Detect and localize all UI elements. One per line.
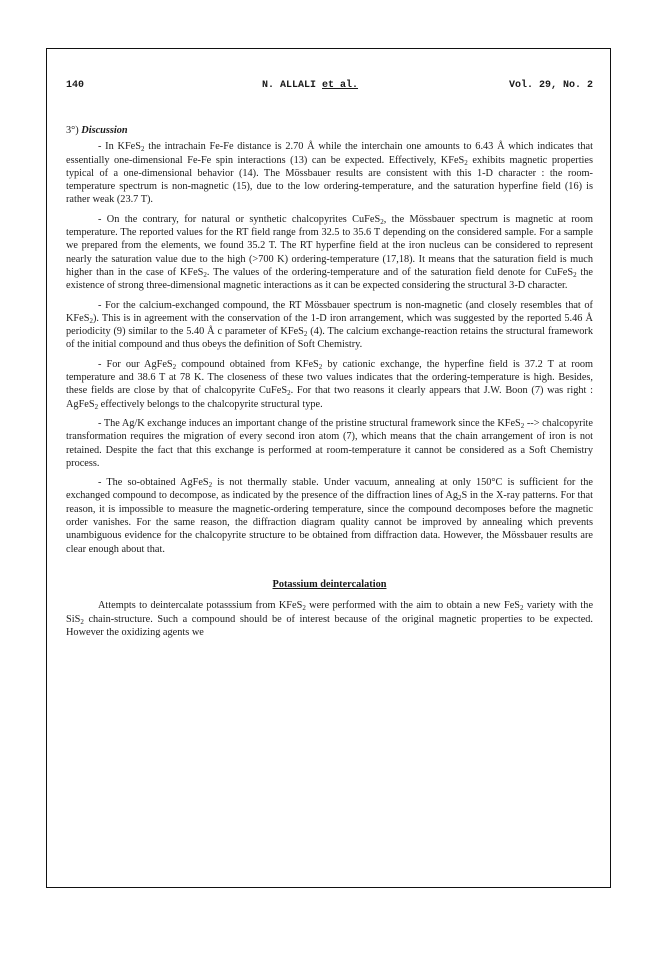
text-run: , the Mössbauer spectrum is magnetic at room temperature. The reported values for the RT field range from 32.5 to 35.6 T depending on the considered sample. For a sample we prepared from the elements, we found 35.2 T. The RT hyperfine field at the iron nucleus can be considered to represent nearly the saturation value due to the high (>700 K) ordering-temperature (17,18). It means that the saturation field is much higher than in the case of KFeS [66,213,593,278]
subscript: 2 [520,604,524,613]
running-authors [262,80,358,91]
text-run: Attempts to deintercalate potasssium from KFeS [98,600,303,612]
text-run: compound obtained from KFeS [176,358,319,370]
text-run: --> chalcopyrite transformation requires the migration of every second iron atom (7), which means that the chain arrangement of iron is not retained. Despite the fact that this exchange is performed at room-temperature it cannot be considered as a Soft Chemistry process. [66,417,593,469]
text-run: were performed with the aim to obtain a new FeS [305,600,520,612]
text-run: variety with the SiS [66,600,594,625]
text-run: (4). The calcium exchange-reaction retains the structural framework of the initial compound and thus obeys the definition of Soft Chemistry. [66,326,593,351]
paragraph [66,417,593,470]
text-run: S in the X-ray patterns. For that reason, it is impossible to measure the magnetic-ordering temperature, since the compound decomposes before the magnetic order vanishes. For the same reason, the diffraction diagram quality cannot be improved by annealing which prevents unambiguous evidence for the chalcopyrite structure to be obtained from diffraction data. However, the Mössbauer results are clear enough about that. [66,490,593,555]
subscript: 2 [464,158,468,167]
text-run: exhibits magnetic properties typical of a one-dimensional behavior (14). The Mössbauer results are consistent with this 1-D character : the room-temperature spectrum is non-magnetic (15), due to the low ordering-temperature, and the saturation hyperfine field (16) is rather weak (23.7 T). [66,154,593,206]
subscript: 2 [318,362,323,371]
paragraph [66,213,593,293]
subscript: 2 [573,270,577,279]
text-run: - The so-obtained AgFeS [98,477,209,489]
subscript: 2 [203,270,207,279]
subscript: 2 [458,494,462,503]
text-run: effectively belongs to the chalcopyrite structural type. [98,398,323,410]
subscript: 2 [140,145,145,154]
paragraph [66,599,593,639]
author-names: N. ALLALI [262,80,323,91]
text-run: chain-structure. Such a compound should be of interest because of the original magnetic properties to be expected. However the oxidizing agents we [66,613,593,638]
text-run: - For the calcium-exchanged compound, the RT Mössbauer spectrum is non-magnetic (and closely resembles that of KFeS [66,299,593,324]
volume-info: Vol. 29, No. 2 [508,80,593,91]
text-run: the intrachain Fe-Fe distance is 2.70 Å while the interchain one amounts to 6.43 Å which indicates that essentially one-dimensional Fe-Fe spin interactions (13) can be expected. Effectively, KFeS [66,141,593,166]
text-run: . For that two reasons it clearly appears that J.W. Boon (7) was right : AgFeS [66,385,593,410]
section-number: 3°) [66,125,82,136]
text-run: is not thermally stable. Under vacuum, annealing at only 150°C is sufficient for the exchanged compound to decompose, as indicated by the presence of the diffraction lines of Ag [66,477,593,502]
article-body [66,124,593,645]
paragraph [66,299,593,352]
text-run: - For our AgFeS [98,358,173,370]
subsection-heading: Potassium deintercalation [272,578,387,590]
subscript: 2 [287,389,291,398]
subscript: 2 [380,217,384,226]
paragraph [66,140,593,206]
text-run: the existence of strong three-dimensional magnetic interactions as it can be expected considering the structural 3-D character. [66,266,593,292]
text-run: - The Ag/K exchange induces an important change of the pristine structural framework since the KFeS [98,417,521,429]
paragraph [66,476,593,556]
subscript: 2 [520,421,525,430]
text-run: - On the contrary, for natural or synthetic chalcopyrites CuFeS [98,213,381,225]
text-run: ). This is in agreement with the conservation of the 1-D iron arrangement, which was suggested by the reported 5.46 Å periodicity (9) similar to the 5.40 Å c parameter of KFeS [66,312,593,338]
text-run: . The values of the ordering-temperature and of the saturation field denote for CuFeS [206,266,574,278]
section-title: Discussion [81,125,128,136]
et-al: et al. [322,80,359,91]
text-run: - In KFeS [98,141,141,153]
subscript: 2 [208,481,213,490]
subscript: 2 [303,330,308,339]
section-heading [66,124,593,137]
page-number: 140 [66,80,85,91]
subscript: 2 [94,402,99,411]
text-run: by cationic exchange, the hyperfine field is 37.2 T at room temperature and 38.6 T at 78 K. The closeness of these two values indicates that the ordering-temperature is high. Besides, these fields are close by that of chalcopyrite CuFeS [66,358,594,397]
subscript: 2 [302,604,306,613]
subscript: 2 [80,617,84,626]
subscript: 2 [89,316,93,325]
subscript: 2 [172,362,177,371]
paragraph [66,358,593,411]
running-header [66,80,593,96]
